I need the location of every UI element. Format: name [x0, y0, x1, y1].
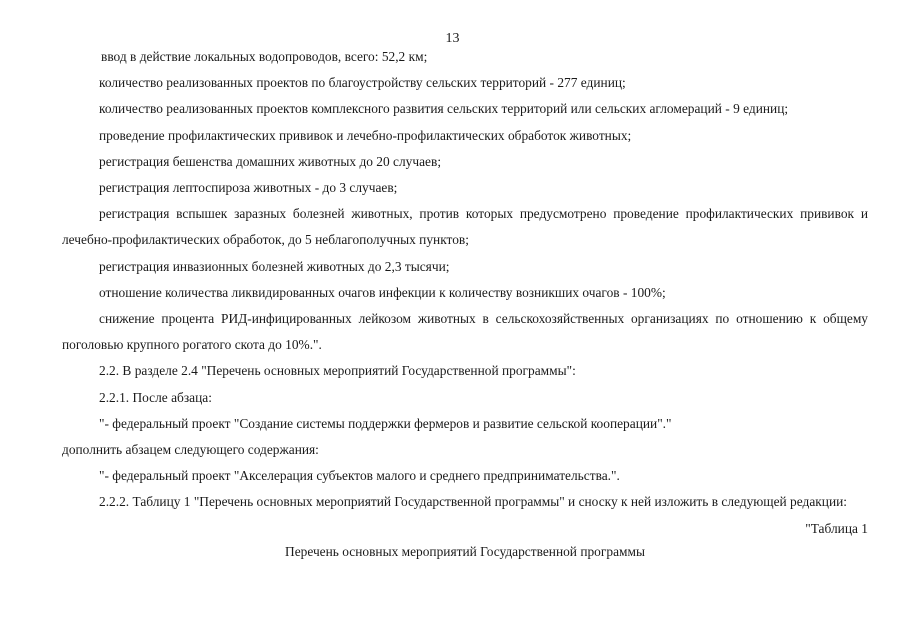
paragraph-vaccinations: проведение профилактических прививок и лечебно-профилактических обработок животных;	[99, 127, 632, 143]
paragraph-invasive-diseases: регистрация инвазионных болезней животных до 2,3 тысячи;	[99, 258, 450, 274]
paragraph-acceleration-project: "- федеральный проект "Акселерация субъектов малого и среднего предпринимательства.".	[99, 468, 620, 484]
paragraph-rabies: регистрация бешенства домашних животных до 20 случаев;	[99, 153, 442, 169]
paragraph-farmers-project: "- федеральный проект "Создание системы поддержки фермеров и развитие сельской кооперации"."	[99, 415, 672, 431]
paragraph-supplement: дополнить абзацем следующего содержания:	[62, 442, 319, 458]
paragraph-improvement-projects: количество реализованных проектов по благоустройству сельских территорий - 277 единиц;	[99, 75, 626, 91]
table-label: "Таблица 1	[805, 520, 868, 536]
paragraph-outbreaks: регистрация вспышек заразных болезней животных, против которых предусмотрено проведение профилактических прививок и лечебно-профилактических обработок, до 5 неблагополучных пунктов;	[62, 206, 868, 248]
paragraph-complex-development: количество реализованных проектов комплексного развития сельских территорий или сельских агломераций - 9 единиц;	[99, 101, 789, 117]
paragraph-leptospirosis: регистрация лептоспироза животных - до 3 случаев;	[99, 180, 398, 196]
paragraph-section-2-2-2: 2.2.2. Таблицу 1 "Перечень основных мероприятий Государственной программы" и сноску к ней изложить в следующей редакции:	[99, 494, 847, 510]
paragraph-water-supply: ввод в действие локальных водопроводов, всего: 52,2 км;	[101, 49, 428, 64]
paragraph-section-2-2: 2.2. В разделе 2.4 "Перечень основных мероприятий Государственной программы":	[99, 363, 576, 379]
document-body	[62, 44, 868, 562]
paragraph-section-2-2-1: 2.2.1. После абзаца:	[99, 389, 212, 405]
page-number: 13	[445, 31, 460, 46]
paragraph-infection-ratio: отношение количества ликвидированных очагов инфекции к количеству возникших очагов - 100%;	[99, 284, 666, 300]
paragraph-leukosis: снижение процента РИД-инфицированных лейкозом животных в сельскохозяйственных организациях по отношению к общему поголовью крупного рогатого скота до 10%.".	[62, 311, 868, 353]
table-title: Перечень основных мероприятий Государственной программы	[285, 543, 645, 559]
